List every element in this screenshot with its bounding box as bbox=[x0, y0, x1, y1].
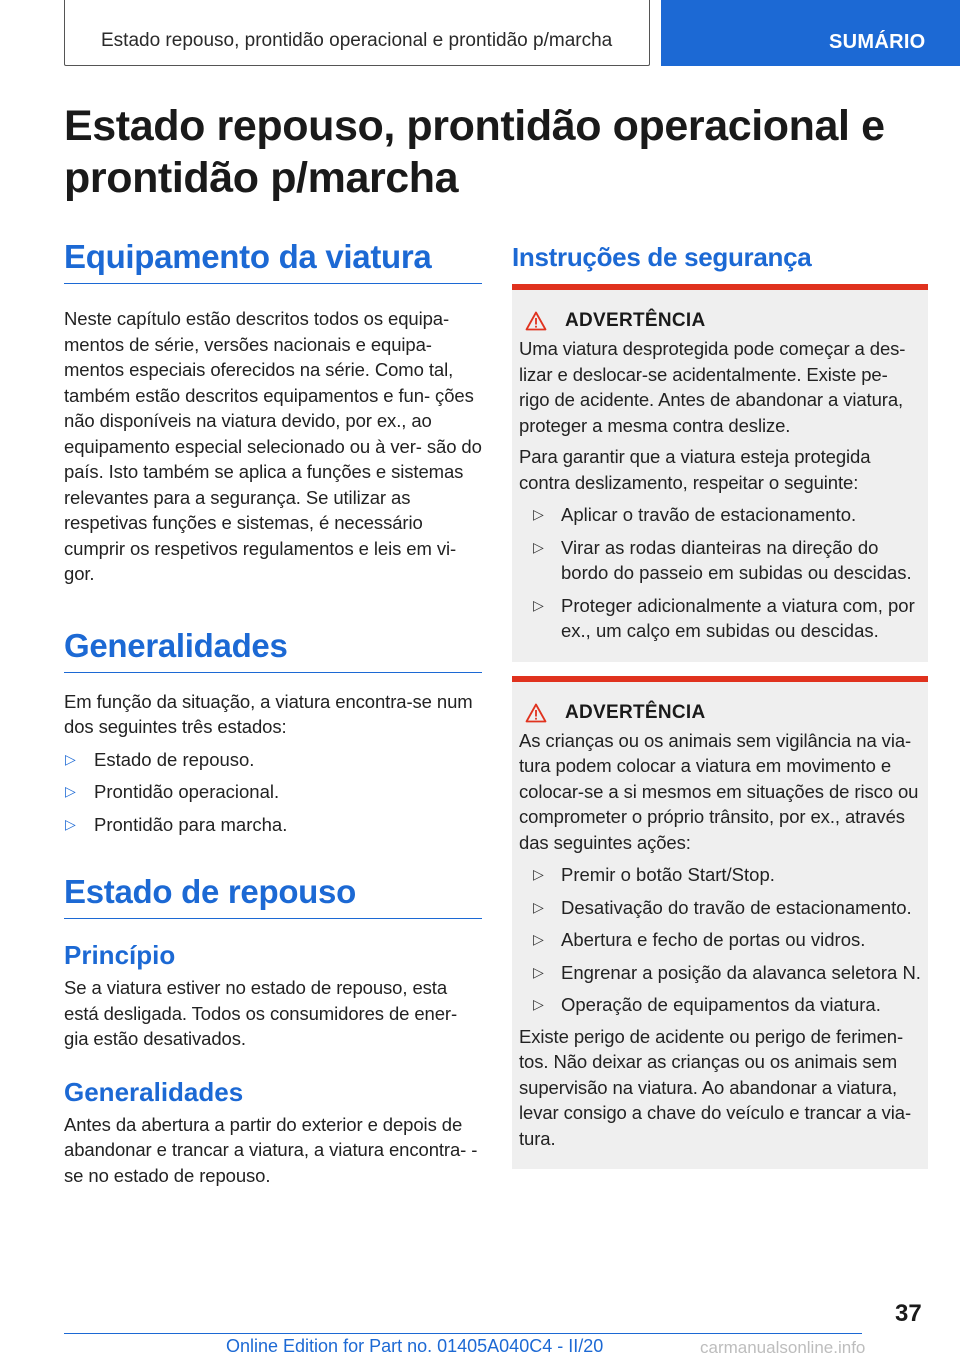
list-item: ▷ Proteger adicionalmente a viatura com, por ex., um calço em subidas ou descidas. bbox=[533, 594, 915, 641]
triangle-bullet-icon: ▷ bbox=[65, 815, 76, 832]
general2-heading: Generalidades bbox=[64, 1076, 244, 1107]
sumario-button-label: SUMÁRIO bbox=[829, 31, 926, 53]
triangle-bullet-icon: ▷ bbox=[533, 996, 544, 1012]
list-item: ▷ Prontidão operacional. bbox=[64, 779, 482, 805]
rest-state-heading: Estado de repouso bbox=[64, 871, 482, 919]
warning-list bbox=[519, 502, 921, 644]
general2-text: Antes da abertura a partir do exterior e depois de abandonar e trancar a viatura, a viatura encontra- -se no estado de repouso. bbox=[64, 1113, 478, 1186]
triangle-bullet-icon: ▷ bbox=[65, 783, 76, 799]
left-column bbox=[64, 236, 482, 1188]
principle-text: Se a viatura estiver no estado de repouso, esta está desligada. Todos os consumidores de ener- gia estão desativados. bbox=[64, 977, 458, 1049]
triangle-bullet-icon: ▷ bbox=[533, 538, 544, 555]
warning-text: Para garantir que a viatura esteja protegida contra deslizamento, respeitar o seguinte: bbox=[519, 446, 871, 493]
warning-title: ADVERTÊNCIA bbox=[565, 701, 706, 723]
list-item: ▷ Desativação do travão de estacionamento. bbox=[519, 895, 921, 921]
warning-box-2 bbox=[512, 676, 928, 1170]
warning-triangle-icon bbox=[525, 311, 547, 331]
page-title-line1: Estado repouso, prontidão operacional e bbox=[64, 102, 885, 150]
general-list bbox=[64, 747, 482, 838]
list-item: ▷ Prontidão para marcha. bbox=[64, 812, 482, 838]
sumario-button[interactable] bbox=[661, 0, 960, 66]
triangle-bullet-icon: ▷ bbox=[533, 866, 544, 882]
warning-text: As crianças ou os animais sem vigilância na via- tura podem colocar a viatura em movimento e colocar-se a si mesmos em situações de risco ou comprometer o próprio trânsito, por ex., através das seguintes ações: bbox=[519, 729, 919, 853]
header-tab[interactable] bbox=[64, 0, 650, 66]
triangle-bullet-icon: ▷ bbox=[533, 898, 544, 915]
safety-heading: Instruções de segurança bbox=[512, 242, 812, 272]
triangle-bullet-icon: ▷ bbox=[533, 931, 544, 947]
list-item: ▷ Engrenar a posição da alavanca seletora N. bbox=[519, 960, 921, 986]
list-item: ▷ Virar as rodas dianteiras na direção do bordo do passeio em subidas ou descidas. bbox=[533, 536, 912, 583]
general-heading: Generalidades bbox=[64, 625, 482, 673]
footer-divider bbox=[64, 1333, 862, 1334]
page-title-line2: prontidão p/marcha bbox=[64, 154, 459, 202]
list-item: ▷ Abertura e fecho de portas ou vidros. bbox=[519, 927, 921, 953]
page-number: 37 bbox=[895, 1300, 922, 1327]
equipment-text: Neste capítulo estão descritos todos os equipa- mentos de série, versões nacionais e equipa- mentos especiais oferecidos na série. Como tal, também estão descritos equipamentos e fun- ções não disponíveis na viatura devido, por ex., ao equipamento especial selecionado ou à ver- são do país. Isto também se aplica a funções e sistemas relevantes para a segurança. Se utilizar as respetivas funções e sistemas, é necessário cumprir os respetivos regulamentos e leis em vi- gor. bbox=[64, 308, 482, 584]
warning-list bbox=[519, 862, 921, 1018]
warning-box-1 bbox=[512, 284, 928, 662]
triangle-bullet-icon: ▷ bbox=[533, 506, 544, 522]
list-item: ▷ Operação de equipamentos da viatura. bbox=[519, 992, 921, 1018]
list-item: ▷ Estado de repouso. bbox=[64, 747, 482, 773]
triangle-bullet-icon: ▷ bbox=[533, 596, 544, 613]
watermark: carmanualsonline.info bbox=[700, 1338, 866, 1357]
list-item: ▷ Aplicar o travão de estacionamento. bbox=[519, 502, 921, 528]
header-tab-title: Estado repouso, prontidão operacional e prontidão p/marcha bbox=[101, 30, 613, 51]
warning-title: ADVERTÊNCIA bbox=[565, 310, 706, 331]
warning-triangle-icon bbox=[525, 703, 547, 723]
principle-heading: Princípio bbox=[64, 940, 176, 970]
page-title bbox=[64, 100, 934, 204]
right-column bbox=[512, 236, 928, 1169]
warning-text: Existe perigo de acidente ou perigo de ferimen- tos. Não deixar as crianças ou os animais sem supervisão na viatura. Ao abandonar a viatura, levar consigo a chave do veículo e trancar a via- tura. bbox=[519, 1025, 912, 1149]
general-text: Em função da situação, a viatura encontra-se num dos seguintes três estados: bbox=[64, 690, 473, 737]
footer-edition-text: Online Edition for Part no. 01405A040C4 - II/20 bbox=[226, 1336, 604, 1356]
list-item: ▷ Premir o botão Start/Stop. bbox=[519, 862, 921, 888]
triangle-bullet-icon: ▷ bbox=[533, 963, 544, 980]
warning-text: Uma viatura desprotegida pode começar a des- lizar e deslocar-se acidentalmente. Existe pe- rigo de acidente. Antes de abandonar a viatura, proteger a mesma contra deslize. bbox=[519, 338, 906, 436]
triangle-bullet-icon: ▷ bbox=[65, 750, 76, 767]
equipment-heading: Equipamento da viatura bbox=[64, 236, 482, 284]
